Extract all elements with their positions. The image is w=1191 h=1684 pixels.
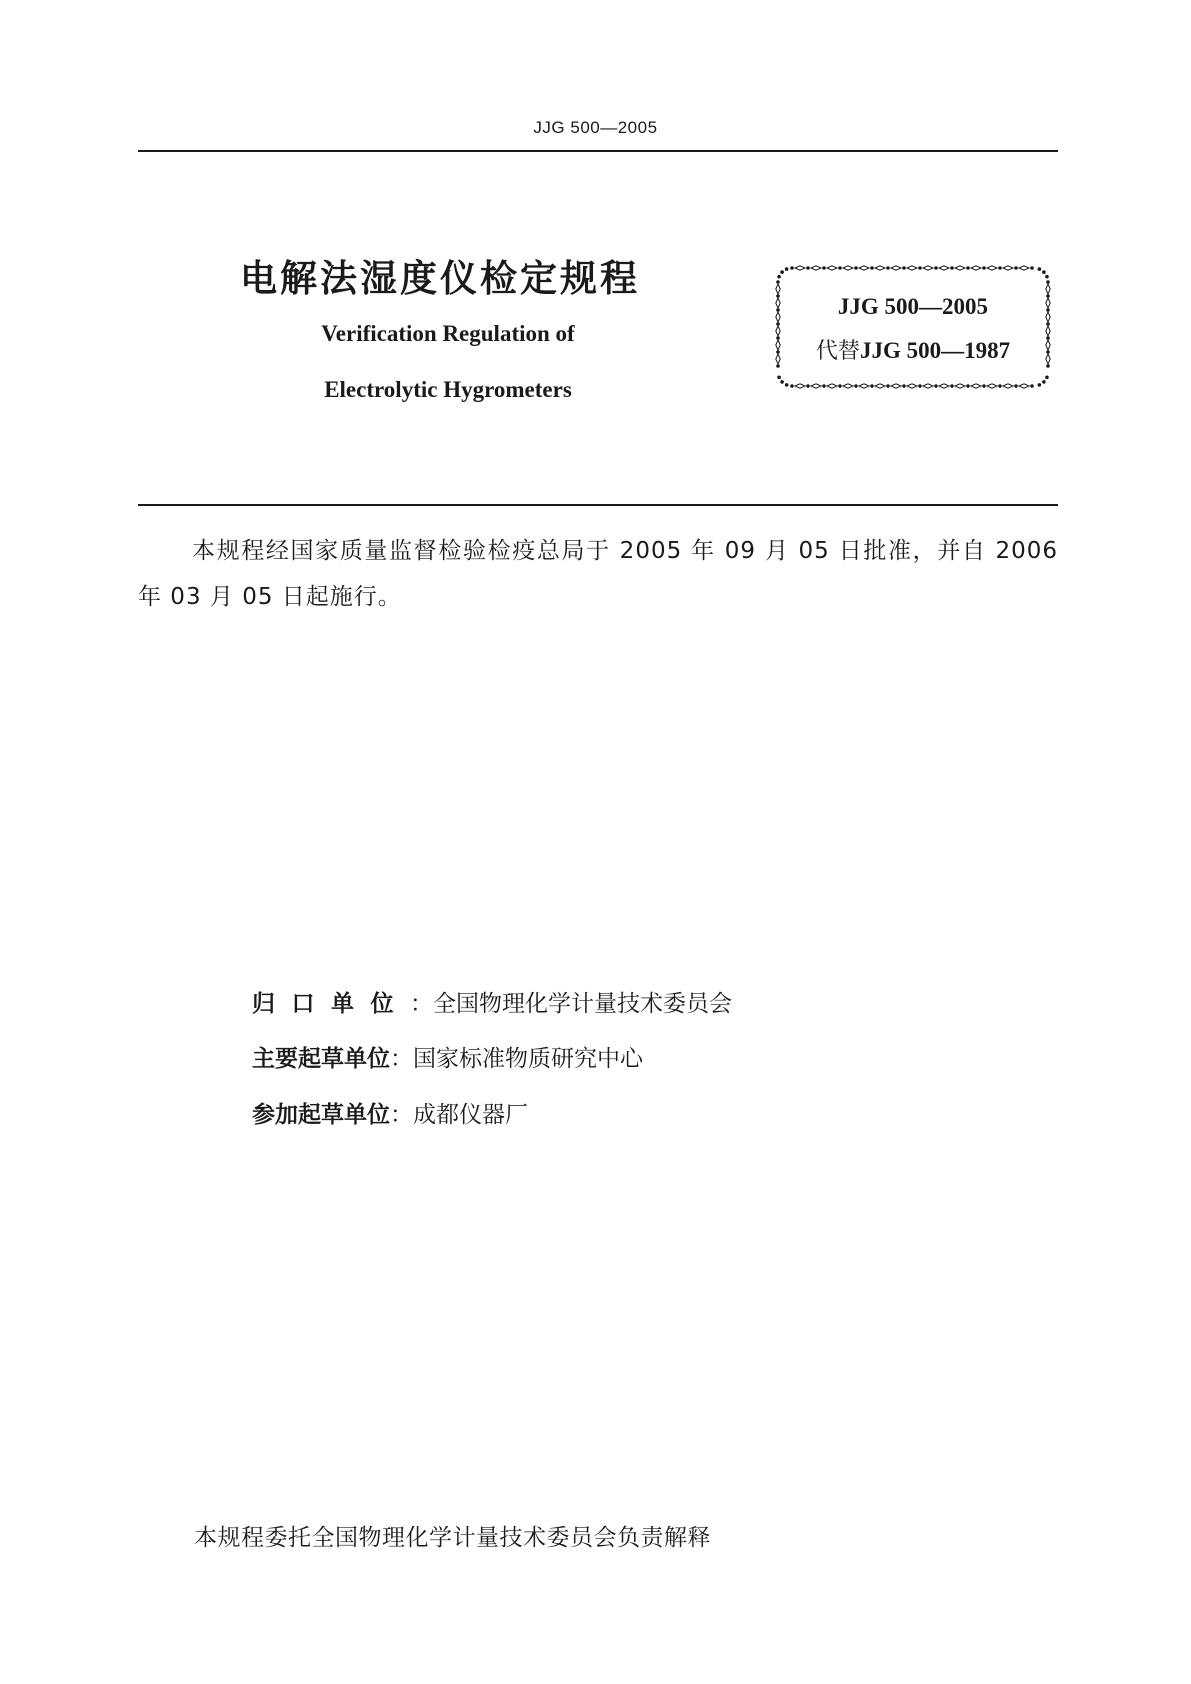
unit-separator: ：	[390, 1046, 413, 1072]
unit-row-participating-drafter	[252, 1096, 528, 1129]
running-header: JJG 500—2005	[533, 118, 658, 137]
unit-label: 归口单位	[252, 991, 410, 1017]
unit-value: 全国物理化学计量技术委员会	[433, 991, 732, 1017]
title-english-line2: Electrolytic Hygrometers	[324, 377, 572, 402]
code-box-border	[774, 264, 1052, 390]
unit-value: 国家标准物质研究中心	[413, 1046, 643, 1072]
unit-value: 成都仪器厂	[413, 1102, 528, 1128]
approval-paragraph: 本规程经国家质量监督检验检疫总局于 2005 年 09 月 05 日批准，并自 2006 年 03 月 05 日起施行。	[138, 538, 1058, 610]
unit-row-responsible	[252, 985, 732, 1018]
unit-separator: ：	[390, 1102, 413, 1128]
standard-code: JJG 500—2005	[837, 294, 989, 319]
unit-label: 主要起草单位	[252, 1046, 390, 1072]
section-rule	[138, 504, 1058, 506]
title-chinese: 电解法湿度仪检定规程	[240, 257, 640, 300]
footer-note: 本规程委托全国物理化学计量技术委员会负责解释	[194, 1525, 711, 1551]
unit-separator: ：	[410, 991, 433, 1017]
replaces-code: JJG 500—1987	[859, 338, 1011, 363]
header-rule	[138, 150, 1058, 152]
replaces-prefix: 代替	[815, 339, 860, 364]
code-box	[774, 264, 1052, 390]
replaces-line	[774, 334, 1052, 365]
unit-label: 参加起草单位	[252, 1102, 390, 1128]
unit-row-main-drafter	[252, 1040, 643, 1073]
title-english-line1: Verification Regulation of	[321, 321, 575, 346]
